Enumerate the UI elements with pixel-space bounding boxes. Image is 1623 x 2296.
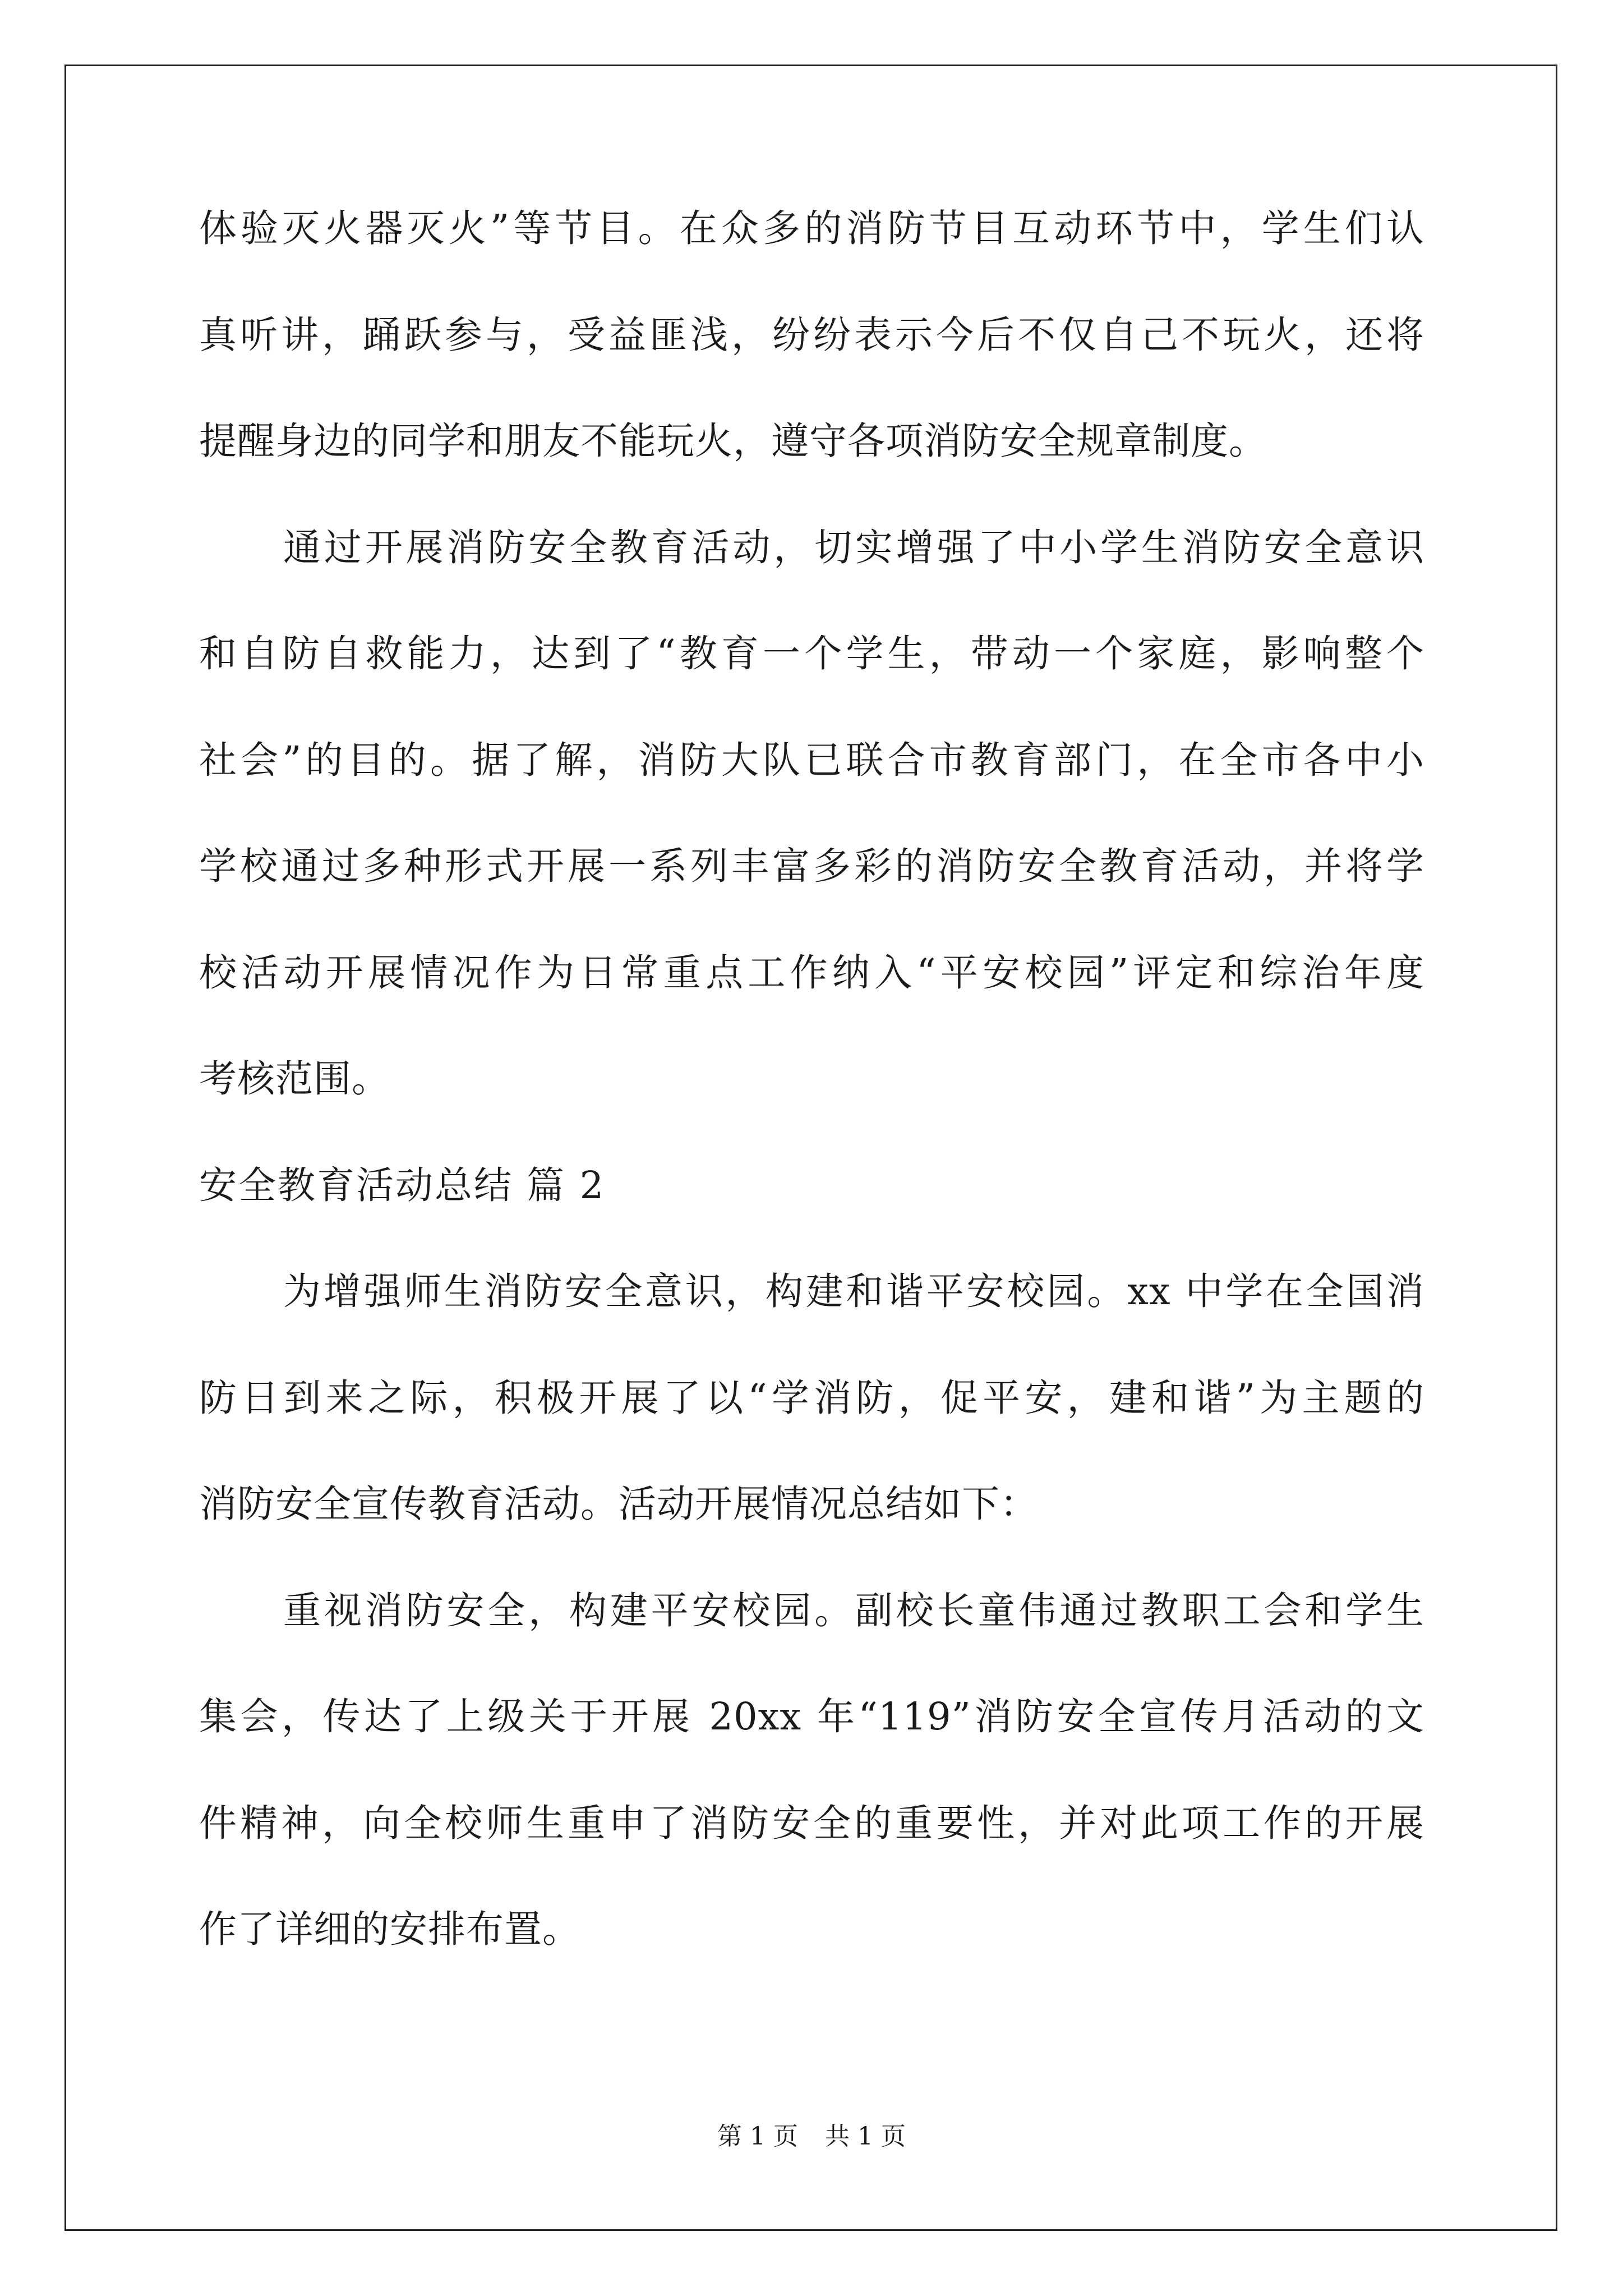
paragraph-line: 为增强师生消防安全意识，构建和谐平安校园。xx 中学在全国消 [283, 1269, 1424, 1313]
section-heading: 安全教育活动总结 篇 2 [199, 1163, 606, 1207]
paragraph-line: 重视消防安全，构建平安校园。副校长童伟通过教职工会和学生 [283, 1588, 1424, 1632]
paragraph-line: 学校通过多种形式开展一系列丰富多彩的消防安全教育活动，并将学 [199, 844, 1424, 888]
paragraph-line: 校活动开展情况作为日常重点工作纳入“平安校园”评定和综治年度 [199, 950, 1424, 995]
page-footer [0, 2124, 1623, 2149]
page-number: 第 1 页 [717, 2122, 798, 2151]
paragraph-line: 提醒身边的同学和朋友不能玩火，遵守各项消防安全规章制度。 [199, 419, 1267, 463]
paragraph-line: 和自防自救能力，达到了“教育一个学生，带动一个家庭，影响整个 [199, 632, 1424, 675]
paragraph-line: 作了详细的安排布置。 [199, 1907, 580, 1951]
document-body [199, 206, 1424, 2017]
paragraph-line: 消防安全宣传教育活动。活动开展情况总结如下： [199, 1482, 1038, 1526]
paragraph-line: 真听讲，踊跃参与，受益匪浅，纷纷表示今后不仅自己不玩火，还将 [199, 312, 1424, 357]
page-total: 共 1 页 [825, 2122, 906, 2151]
paragraph-line: 考核范围。 [199, 1057, 390, 1101]
paragraph-line: 集会，传达了上级关于开展 20xx 年“119”消防安全宣传月活动的文 [199, 1695, 1424, 1738]
paragraph-line: 体验灭火器灭火”等节目。在众多的消防节目互动环节中，学生们认 [199, 206, 1424, 250]
paragraph-line: 社会”的目的。据了解，消防大队已联合市教育部门，在全市各中小 [199, 738, 1424, 782]
paragraph-line: 通过开展消防安全教育活动，切实增强了中小学生消防安全意识 [283, 525, 1424, 569]
paragraph-line: 件精神，向全校师生重申了消防安全的重要性，并对此项工作的开展 [199, 1801, 1424, 1845]
paragraph-line: 防日到来之际，积极开展了以“学消防，促平安，建和谐”为主题的 [199, 1375, 1424, 1420]
